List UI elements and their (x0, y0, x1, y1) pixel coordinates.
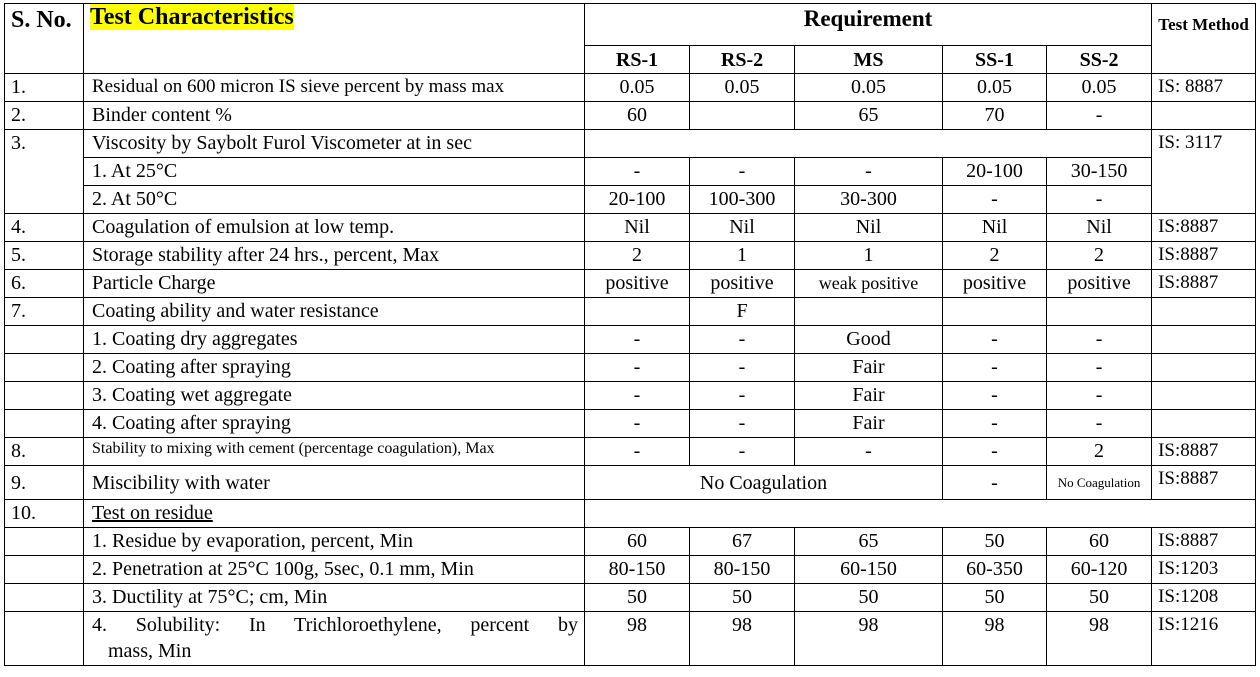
cell-value: 1 (690, 242, 795, 270)
grade-ms: MS (795, 46, 943, 74)
cell-value: 20-100 (943, 158, 1047, 186)
row-label-line: mass, Min (108, 640, 192, 662)
table-row (5, 382, 1256, 410)
cell-value: 50 (1047, 584, 1152, 612)
table-row (5, 186, 1256, 214)
cell-value: - (690, 158, 795, 186)
row-label: Viscosity by Saybolt Furol Viscometer at in sec (84, 130, 585, 158)
row-label-line: 4. Solubility: In Trichloroethylene, percent by (92, 614, 578, 636)
cell-value: 0.05 (1047, 74, 1152, 102)
cell-value: 2 (943, 242, 1047, 270)
row-label: Miscibility with water (84, 466, 585, 500)
cell-empty (585, 130, 1152, 158)
grade-rs2: RS-2 (690, 46, 795, 74)
cell-value: - (1047, 382, 1152, 410)
row-label: 2. Penetration at 25°C 100g, 5sec, 0.1 mm, Min (84, 556, 585, 584)
cell-value: 1 (795, 242, 943, 270)
cell-value: - (690, 354, 795, 382)
row-label: 4. Coating after spraying (84, 410, 585, 438)
cell-value: positive (690, 270, 795, 298)
cell-value: 20-100 (585, 186, 690, 214)
cell-value: - (585, 158, 690, 186)
cell-value: - (943, 326, 1047, 354)
row-label: 1. At 25°C (84, 158, 585, 186)
cell-empty (1047, 298, 1152, 326)
cell-value: - (1047, 186, 1152, 214)
cell-value: - (585, 382, 690, 410)
cell-empty (5, 410, 84, 438)
test-method: IS:8887 (1152, 214, 1256, 242)
cell-value: 2 (1047, 438, 1152, 466)
cell-value: Nil (1047, 214, 1152, 242)
cell-empty (1152, 298, 1256, 326)
row-label (84, 500, 585, 528)
cell-value: positive (943, 270, 1047, 298)
cell-value: 67 (690, 528, 795, 556)
cell-value: - (1047, 410, 1152, 438)
table-row (5, 74, 1256, 102)
cell-value: 60 (585, 102, 690, 130)
table-row (5, 528, 1256, 556)
row-label: Coating ability and water resistance (84, 298, 585, 326)
row-sno: 2. (5, 102, 84, 130)
cell-value: 0.05 (585, 74, 690, 102)
row-sno: 1. (5, 74, 84, 102)
cell-value: - (943, 466, 1047, 500)
test-method: IS:1203 (1152, 556, 1256, 584)
table-row (5, 298, 1256, 326)
cell-value: 60 (585, 528, 690, 556)
header-test-method: Test Method (1152, 4, 1256, 74)
cell-value: - (1047, 326, 1152, 354)
cell-empty (5, 528, 84, 556)
row-label: 1. Coating dry aggregates (84, 326, 585, 354)
cell-value: 98 (795, 612, 943, 666)
test-characteristics-title: Test Characteristics (90, 4, 294, 30)
test-method: IS:8887 (1152, 528, 1256, 556)
table-row (5, 242, 1256, 270)
test-method: IS:8887 (1152, 466, 1256, 500)
cell-value: 2 (585, 242, 690, 270)
grade-rs1: RS-1 (585, 46, 690, 74)
row-label: Binder content % (84, 102, 585, 130)
row-label: 1. Residue by evaporation, percent, Min (84, 528, 585, 556)
cell-value: positive (1047, 270, 1152, 298)
table-row (5, 466, 1256, 500)
cell-value: 70 (943, 102, 1047, 130)
cell-value: - (943, 186, 1047, 214)
cell-value: 60 (1047, 528, 1152, 556)
table-row (5, 584, 1256, 612)
row-sno: 6. (5, 270, 84, 298)
cell-value: - (943, 354, 1047, 382)
cell-value: Fair (795, 354, 943, 382)
row-sno: 4. (5, 214, 84, 242)
cell-empty (585, 500, 1256, 528)
row-label: Stability to mixing with cement (percentage coagulation), Max (84, 438, 585, 466)
cell-value: Nil (943, 214, 1047, 242)
cell-value: - (1047, 102, 1152, 130)
cell-value: 60-120 (1047, 556, 1152, 584)
row-sno: 8. (5, 438, 84, 466)
cell-empty (5, 584, 84, 612)
test-method: IS:8887 (1152, 242, 1256, 270)
table-row (5, 410, 1256, 438)
cell-value: - (1047, 354, 1152, 382)
cell-value: 98 (585, 612, 690, 666)
cell-empty (795, 298, 943, 326)
row-label: Residual on 600 micron IS sieve percent by mass max (84, 74, 585, 102)
cell-value: 50 (585, 584, 690, 612)
cell-value: - (585, 326, 690, 354)
cell-empty (5, 326, 84, 354)
cell-value: - (943, 438, 1047, 466)
table-row (5, 102, 1256, 130)
test-method: IS: 8887 (1152, 74, 1256, 102)
cell-value: - (795, 158, 943, 186)
cell-value: 65 (795, 528, 943, 556)
cell-value: 100-300 (690, 186, 795, 214)
row-sno: 9. (5, 466, 84, 500)
cell-empty (943, 298, 1047, 326)
cell-value: 98 (1047, 612, 1152, 666)
cell-value: 50 (943, 528, 1047, 556)
cell-empty (5, 612, 84, 666)
cell-value: Nil (585, 214, 690, 242)
cell-value: - (690, 382, 795, 410)
grade-ss2: SS-2 (1047, 46, 1152, 74)
row-label: 2. Coating after spraying (84, 354, 585, 382)
cell-value: No Coagulation (1047, 466, 1152, 500)
cell-value: - (943, 410, 1047, 438)
header-test-characteristics (84, 4, 585, 74)
cell-value: 60-350 (943, 556, 1047, 584)
cell-value: No Coagulation (585, 466, 943, 500)
row-label: Coagulation of emulsion at low temp. (84, 214, 585, 242)
test-method: IS:1216 (1152, 612, 1256, 666)
row-label: 2. At 50°C (84, 186, 585, 214)
cell-value: 65 (795, 102, 943, 130)
row-sno: 7. (5, 298, 84, 326)
table-row (5, 500, 1256, 528)
table-row (5, 326, 1256, 354)
cell-empty (5, 382, 84, 410)
cell-value: Fair (795, 410, 943, 438)
test-method: IS:8887 (1152, 270, 1256, 298)
row-label: 3. Ductility at 75°C; cm, Min (84, 584, 585, 612)
header-requirement: Requirement (585, 4, 1152, 46)
cell-value: 30-150 (1047, 158, 1152, 186)
cell-value: 30-300 (795, 186, 943, 214)
test-method: IS: 3117 (1152, 130, 1256, 214)
cell-value: weak positive (795, 270, 943, 298)
cell-value: 60-150 (795, 556, 943, 584)
cell-value (690, 102, 795, 130)
cell-value: 50 (943, 584, 1047, 612)
row-label (84, 612, 585, 666)
cell-value: Fair (795, 382, 943, 410)
cell-value: Good (795, 326, 943, 354)
cell-value: 50 (690, 584, 795, 612)
table-row (5, 438, 1256, 466)
row-label-text: Test on residue (92, 502, 213, 524)
cell-value: 0.05 (943, 74, 1047, 102)
cell-value: 2 (1047, 242, 1152, 270)
header-sno: S. No. (5, 4, 84, 74)
row-label: 3. Coating wet aggregate (84, 382, 585, 410)
cell-value: - (585, 438, 690, 466)
cell-value: 80-150 (585, 556, 690, 584)
cell-value: 98 (943, 612, 1047, 666)
cell-value: Nil (690, 214, 795, 242)
table-row (5, 612, 1256, 666)
test-method: IS:1208 (1152, 584, 1256, 612)
cell-value: 80-150 (690, 556, 795, 584)
cell-value: - (690, 410, 795, 438)
cell-value: - (943, 382, 1047, 410)
row-sno: 10. (5, 500, 84, 528)
cell-value: - (585, 410, 690, 438)
cell-value: 0.05 (795, 74, 943, 102)
grade-ss1: SS-1 (943, 46, 1047, 74)
cell-value: - (690, 438, 795, 466)
cell-empty (585, 298, 690, 326)
cell-value: - (585, 354, 690, 382)
row-sno: 5. (5, 242, 84, 270)
cell-value: 98 (690, 612, 795, 666)
cell-empty (1152, 382, 1256, 410)
row-label: Storage stability after 24 hrs., percent, Max (84, 242, 585, 270)
cell-empty (1152, 410, 1256, 438)
row-sno: 3. (5, 130, 84, 214)
table-row (5, 270, 1256, 298)
cell-value: - (795, 438, 943, 466)
cell-value: 50 (795, 584, 943, 612)
cell-empty (5, 556, 84, 584)
cell-value: positive (585, 270, 690, 298)
table-row (5, 214, 1256, 242)
requirements-table (4, 3, 1256, 666)
table-row (5, 158, 1256, 186)
cell-value: Nil (795, 214, 943, 242)
cell-empty (1152, 326, 1256, 354)
cell-value: F (690, 298, 795, 326)
table-row (5, 556, 1256, 584)
cell-value: - (690, 326, 795, 354)
table-row (5, 130, 1256, 158)
table-row (5, 354, 1256, 382)
row-label: Particle Charge (84, 270, 585, 298)
cell-empty (1152, 354, 1256, 382)
cell-empty (5, 354, 84, 382)
cell-value: 0.05 (690, 74, 795, 102)
test-method (1152, 102, 1256, 130)
test-method: IS:8887 (1152, 438, 1256, 466)
